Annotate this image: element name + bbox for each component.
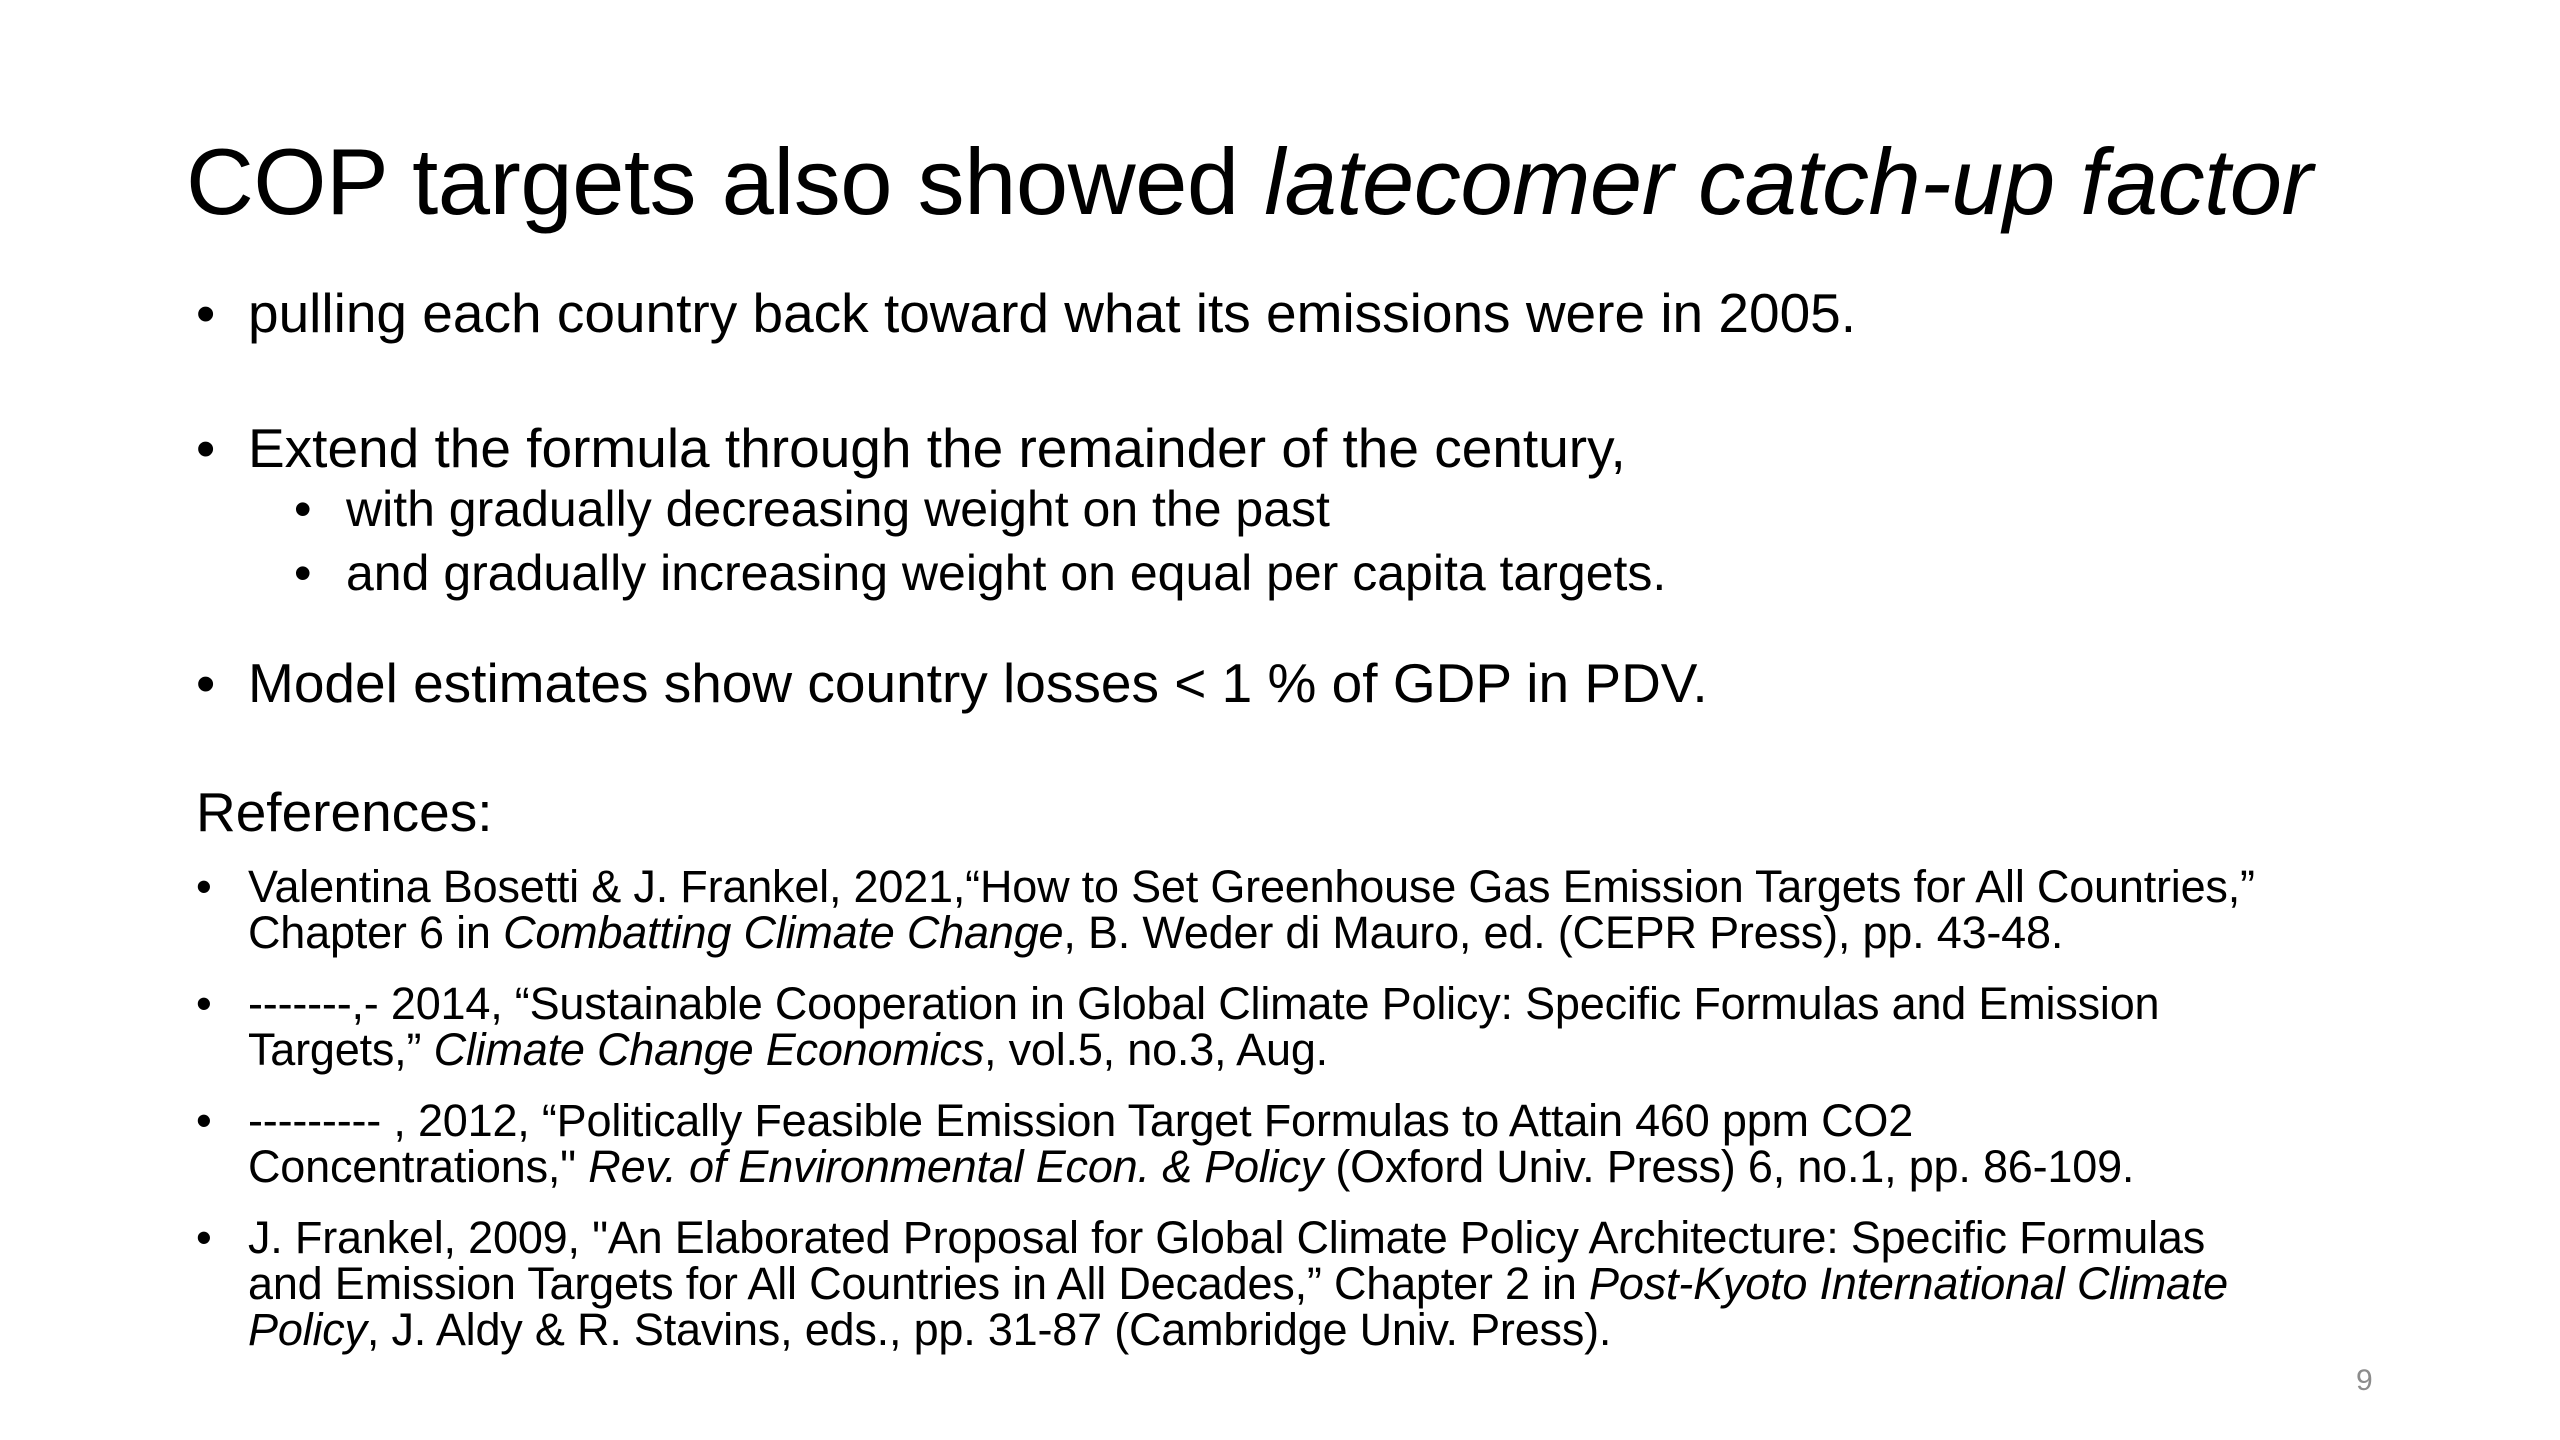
reference-text: and Emission Targets for All Countries in All Decades,” Chapter 2 in xyxy=(248,1258,1590,1309)
reference-text: Concentrations," xyxy=(248,1141,589,1192)
bullet-item: • Model estimates show country losses < 1 % of GDP in PDV. xyxy=(196,648,2446,718)
sub-bullet-item: • with gradually decreasing weight on the past xyxy=(294,477,2446,541)
reference-item xyxy=(196,1095,2498,1192)
reference-line: • --------- , 2012, “Politically Feasible Emission Target Formulas to Attain 460 ppm CO2 xyxy=(248,1095,1914,1146)
title-plain: COP targets also showed xyxy=(186,129,1265,234)
reference-source-title: Post-Kyoto International Climate xyxy=(1589,1258,2228,1309)
reference-line xyxy=(248,907,2498,958)
bullet-group-2 xyxy=(196,413,2446,605)
reference-text: , vol.5, no.3, Aug. xyxy=(984,1024,1328,1075)
reference-text: , B. Weder di Mauro, ed. (CEPR Press), pp. 43-48. xyxy=(1063,907,2064,958)
reference-source-title: Climate Change Economics xyxy=(433,1024,985,1075)
reference-item xyxy=(196,1212,2498,1355)
bullet-item: • Extend the formula through the remainder of the century, xyxy=(196,413,2446,483)
reference-line xyxy=(248,1024,2498,1075)
reference-text: Chapter 6 in xyxy=(248,907,504,958)
reference-line xyxy=(248,1141,2498,1192)
bullet-group-3 xyxy=(196,648,2446,718)
references-heading: References: xyxy=(196,781,493,843)
reference-item xyxy=(196,861,2498,958)
reference-text: Targets,” xyxy=(248,1024,434,1075)
reference-line xyxy=(248,1258,2498,1309)
slide-title xyxy=(186,122,2486,242)
reference-line: • J. Frankel, 2009, "An Elaborated Proposal for Global Climate Policy Architecture: Specific Formulas xyxy=(248,1212,2206,1263)
reference-line: • Valentina Bosetti & J. Frankel, 2021,“How to Set Greenhouse Gas Emission Targets for All Countries,” xyxy=(248,861,2255,912)
bullet-item: • pulling each country back toward what its emissions were in 2005. xyxy=(196,278,2446,348)
sub-bullet-item: • and gradually increasing weight on equal per capita targets. xyxy=(294,541,2446,605)
reference-text: , J. Aldy & R. Stavins, eds., pp. 31-87 (Cambridge Univ. Press). xyxy=(366,1304,1612,1355)
reference-line xyxy=(248,1304,2498,1355)
reference-source-title: Combatting Climate Change xyxy=(503,907,1064,958)
reference-item xyxy=(196,978,2498,1075)
reference-source-title: Rev. of Environmental Econ. & Policy xyxy=(588,1141,1324,1192)
reference-line: • -------,- 2014, “Sustainable Cooperation in Global Climate Policy: Specific Formulas and Emission xyxy=(248,978,2160,1029)
reference-source-title: Policy xyxy=(248,1304,367,1355)
reference-text: (Oxford Univ. Press) 6, no.1, pp. 86-109. xyxy=(1323,1141,2135,1192)
title-italic: latecomer catch-up factor xyxy=(1264,129,2313,234)
bullet-group-1 xyxy=(196,278,2446,348)
page-number: 9 xyxy=(2356,1364,2373,1397)
